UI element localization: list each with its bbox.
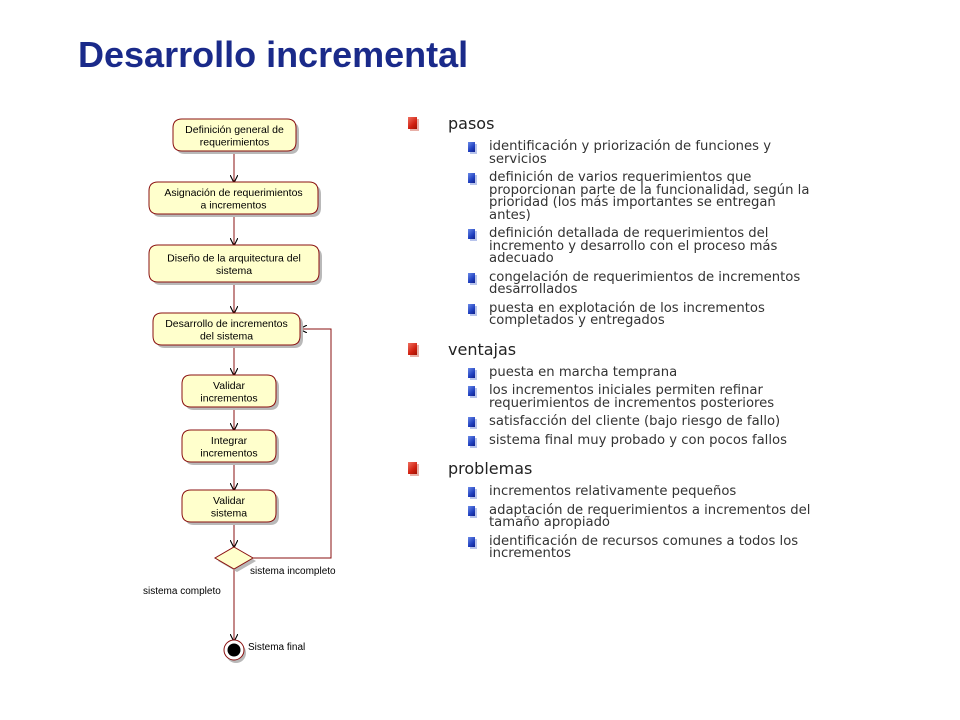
diagram-nodes	[149, 119, 322, 663]
list-item	[406, 385, 906, 410]
list-item-line: sistema final muy probado y con pocos fallos	[489, 432, 787, 448]
blue-bullet-icon	[468, 487, 475, 497]
node-label-line: Validar	[213, 379, 245, 392]
blue-bullet-icon	[468, 436, 475, 446]
label-sistema-final: Sistema final	[248, 642, 306, 653]
node-label-line: Desarrollo de incrementos	[165, 317, 288, 330]
section-heading-text: ventajas	[448, 339, 517, 359]
red-bullet-icon	[408, 117, 417, 129]
section-problemas	[406, 459, 906, 561]
section-ventajas	[406, 340, 906, 448]
blue-bullet-icon	[468, 304, 475, 314]
list-item	[406, 533, 906, 561]
list-item	[406, 269, 906, 297]
node-label-line: Integrar	[210, 434, 248, 447]
list-item-line: incrementos	[489, 546, 571, 561]
list-item-line: identificación y priorización de funciones y	[489, 139, 772, 154]
list-item-line: los incrementos iniciales permiten refinar	[489, 383, 763, 398]
activity-node-n1	[173, 119, 299, 154]
node-label-line: incrementos	[200, 392, 258, 405]
blue-bullet-icon	[468, 273, 475, 283]
list-item-line: congelación de requerimientos de incrementos	[489, 269, 801, 285]
activity-node-n4	[153, 313, 303, 348]
blue-bullet-icon	[468, 142, 475, 152]
section-heading-text: pasos	[448, 114, 495, 133]
list-item-line: puesta en explotación de los incrementos	[489, 300, 765, 316]
red-bullet-icon	[408, 343, 417, 355]
list-item	[406, 172, 906, 222]
node-label-line: sistema	[210, 507, 248, 520]
section-heading	[406, 459, 906, 478]
blue-bullet-icon	[468, 229, 475, 239]
blue-bullet-icon	[468, 386, 475, 396]
list-item	[406, 300, 906, 328]
list-item-line: satisfacción del cliente (bajo riesgo de fallo)	[489, 414, 781, 429]
list-item-line: incremento y desarrollo con el proceso más	[489, 238, 778, 254]
section-heading-text: problemas	[448, 459, 533, 478]
list-item-line: incrementos relativamente pequeños	[489, 484, 737, 499]
list-item	[406, 502, 906, 530]
red-bullet-icon	[408, 462, 417, 474]
label-sistema-incompleto: sistema incompleto	[250, 566, 336, 577]
list-item-line: definición detallada de requerimientos del	[489, 226, 769, 241]
list-item-line: completados y entregados	[489, 313, 665, 328]
list-item-line: adaptación de requerimientos a incrementos del	[489, 502, 811, 518]
list-item	[406, 364, 906, 380]
list-item-line: prioridad (los más importantes se entregan	[489, 195, 776, 210]
list-item-line: servicios	[489, 151, 547, 167]
list-item	[406, 141, 906, 166]
list-item	[406, 416, 906, 429]
activity-node-n2	[149, 182, 321, 217]
list-item-line: antes)	[489, 207, 531, 223]
blue-bullet-icon	[468, 537, 475, 547]
node-label-line: Asignación de requerimientos	[164, 186, 303, 199]
slide-title: Desarrollo incremental	[78, 34, 469, 75]
list-item-line: identificación de recursos comunes a todos los	[489, 533, 799, 549]
blue-bullet-icon	[468, 173, 475, 183]
sub-bullet-list	[406, 141, 906, 328]
list-item	[406, 432, 906, 448]
bullet-list	[406, 114, 906, 573]
list-item-line: adecuado	[489, 251, 554, 266]
label-sistema-completo: sistema completo	[143, 586, 221, 597]
list-item-line: desarrollados	[489, 282, 578, 297]
section-heading	[406, 114, 906, 133]
blue-bullet-icon	[468, 368, 475, 378]
node-label-line: incrementos	[200, 447, 258, 460]
list-item	[406, 228, 906, 266]
list-item-line: proporcionan parte de la funcionalidad, según la	[489, 182, 810, 198]
sub-bullet-list	[406, 364, 906, 448]
blue-bullet-icon	[468, 506, 475, 516]
node-label-line: del sistema	[199, 330, 254, 343]
node-label-line: sistema	[215, 264, 253, 277]
list-item-line: definición de varios requerimientos que	[489, 170, 752, 185]
blue-bullet-icon	[468, 417, 475, 427]
node-label-line: Validar	[213, 494, 245, 507]
list-item-line: puesta en marcha temprana	[489, 364, 678, 380]
list-item-line: tamaño apropiado	[489, 515, 611, 530]
activity-node-n3	[149, 245, 322, 285]
node-label-line: Diseño de la arquitectura del	[167, 252, 301, 265]
sub-bullet-list	[406, 486, 906, 561]
activity-node-n7	[182, 490, 279, 525]
section-heading	[406, 340, 906, 359]
final-state-icon	[224, 640, 246, 663]
section-pasos	[406, 114, 906, 328]
list-item-line: requerimientos de incrementos posteriores	[489, 395, 775, 411]
activity-node-n6	[182, 430, 279, 465]
node-label-line: requerimientos	[199, 136, 270, 149]
final-dot	[228, 644, 241, 657]
list-item	[406, 486, 906, 499]
node-label-line: Definición general de	[185, 123, 284, 136]
node-label-line: a incrementos	[200, 199, 267, 212]
activity-node-n5	[182, 375, 279, 410]
